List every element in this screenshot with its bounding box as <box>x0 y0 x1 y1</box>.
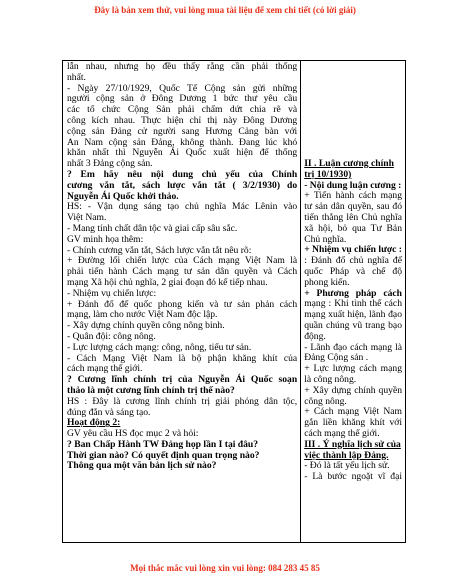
text-line: mạng : Khi tình thế cách <box>304 298 402 310</box>
text-line: là công nông. <box>304 373 357 385</box>
text-line: - Nội dung luận cương : <box>304 179 402 191</box>
text-line: khăn nhất thì Nguyễn Ái Quốc xuất hiện để thống <box>67 147 298 159</box>
text-line: II . Luận cương chính <box>304 158 394 169</box>
text-line: - Quân đội: công nông. <box>67 330 156 342</box>
text-line: các tổ chức Cộng Sản phải chấm dứt chia rẽ và <box>67 104 298 116</box>
text-line: + Xây dựng chính quyền <box>304 384 402 396</box>
text-line: thảo là một cương lĩnh chính trị thế nào? <box>67 384 235 396</box>
text-line: Đảng Cộng sản . <box>304 352 369 364</box>
text-line: Hoạt động 2: <box>67 417 121 429</box>
lesson-content-column <box>301 61 405 542</box>
text-line: + Phương pháp cách <box>304 287 402 299</box>
text-line: + Cách mạng Việt Nam <box>304 406 402 418</box>
text-line: Chủ nghĩa. <box>304 233 347 245</box>
text-line: tư sản dân quyền, sau đó <box>304 201 402 213</box>
text-line: quần chúng vũ trang bạo <box>304 319 402 331</box>
text-line: cộng sản Đảng cử người sang Hương Cảng bàn với <box>67 125 298 137</box>
text-line: - Là bước ngoặt vĩ đại <box>304 471 402 483</box>
text-line: lẫn nhau, nhưng họ đều thấy rằng cần phải thống <box>67 61 298 72</box>
text-line: cách mạng thế giới. <box>67 363 143 375</box>
preview-notice-banner: Đây là bản xem thử, vui lòng mua tài liệu để xem chi tiết (có lời giải) <box>94 5 356 15</box>
text-line: An Nam cộng sản Đảng, không thành. Đang lúc khó <box>67 136 298 148</box>
text-line: trị 10/1930) <box>304 168 352 180</box>
text-line: động. <box>304 330 326 342</box>
text-line: III . Ý nghĩa lịch sử của <box>304 438 401 450</box>
text-line: - Chính cương vắn tắt, Sách lược vắn tắt nêu rõ: <box>67 244 252 256</box>
text-line: quốc Pháp và chế độ <box>304 265 402 277</box>
text-line: nhất. <box>67 71 86 83</box>
text-line: HS: - Vận dụng sáng tạo chủ nghĩa Mác Lênin vào <box>67 201 298 213</box>
text-line: - Cách Mạng Việt Nam là bộ phận khăng khít của <box>67 352 298 364</box>
text-line: tiến thẳng lên Chủ nghĩa <box>304 211 402 223</box>
text-line: GV minh họa thêm: <box>67 233 144 245</box>
text-line: phong kiến. <box>304 276 350 288</box>
text-line: cương vắn tắt, sách lược vắn tắt ( 3/2/1930) do <box>67 179 298 191</box>
text-line: HS : Đây là cương lĩnh chính trị giải phóng dân tộc, <box>67 395 298 407</box>
text-line: nhất 3 Đảng cộng sản. <box>67 158 153 170</box>
text-line: ? Ban Chấp Hành TW Đảng họp lần I tại đâu? <box>67 438 259 450</box>
text-line: + Nhiệm vụ chiến lược : <box>304 244 402 256</box>
text-line: ? Em hãy nêu nội dung chủ yếu của Chính <box>67 168 298 180</box>
text-line: : Đánh đổ chủ nghĩa đế <box>304 255 402 267</box>
text-line: cách mạng thế giới. <box>304 427 380 439</box>
text-line: việc thành lập Đảng. <box>304 449 389 461</box>
text-line: - Mang tính chất dân tộc và giai cấp sâu sắc. <box>67 222 238 234</box>
text-line: Việt Nam. <box>67 212 107 224</box>
text-line: đúng đắn và sáng tạo. <box>67 406 151 418</box>
lesson-table <box>62 60 406 543</box>
text-line: phải tiến hành Cách mạng tư sản dân quyền và Cách <box>67 266 298 278</box>
text-line: Thời gian nào? Có quyết định quan trọng nào? <box>67 449 260 461</box>
text-line: GV yêu cầu HS đọc mục 2 và hỏi: <box>67 428 199 440</box>
text-line: công kích nhau. Thực hiện chỉ thị này Đông Dương <box>67 114 298 126</box>
text-line: - Lực lượng cách mạng: công, nông, tiểu tư sản. <box>67 341 252 353</box>
text-line: Thông qua một văn bản lịch sử nào? <box>67 460 217 472</box>
text-line: - Xây dựng chính quyền công nông binh. <box>67 320 225 332</box>
text-line: mạng xuất hiện, lãnh đạo <box>304 309 402 321</box>
text-line: + Đường lối chiến lược của Cách mạng Việt Nam là <box>67 255 298 267</box>
text-line: xã hội, bỏ qua Tư Bản <box>304 222 402 234</box>
text-line: ? Cương lĩnh chính trị của Nguyễn Ái Quốc soạn <box>67 374 298 386</box>
text-line: - Đó là tất yếu lịch sử. <box>304 460 390 472</box>
text-line: + Tiến hành cách mạng <box>304 190 402 202</box>
text-line: + Đánh đổ đế quốc phong kiến và tư sản phản cách <box>67 298 298 310</box>
text-line: - Ngày 27/10/1929, Quốc Tế Cộng sản gửi những <box>67 82 298 94</box>
text-line: - Lãnh đạo cách mạng là <box>304 341 402 353</box>
contact-banner: Mọi thắc mắc vui lòng xin vui lòng: 084 283 45 85 <box>130 563 320 573</box>
text-line: công nông. <box>304 395 347 407</box>
text-line: gắn liền khăng khít với <box>304 417 402 429</box>
text-line: người cộng sản ở Đông Dương 1 bức thư yêu cầu <box>67 93 298 105</box>
text-line: Nguyễn Ái Quốc khởi thảo. <box>67 190 179 202</box>
text-line: + Lực lượng cách mạng <box>304 363 402 375</box>
text-line: - Nhiệm vụ chiến lược: <box>67 287 157 299</box>
text-line: mạng, làm cho nước Việt Nam độc lập. <box>67 309 218 321</box>
text-line: mạng Xã hội chủ nghĩa, 2 giai đoạn đó kế tiếp nhau. <box>67 276 268 288</box>
teacher-student-activity-column <box>63 61 301 542</box>
